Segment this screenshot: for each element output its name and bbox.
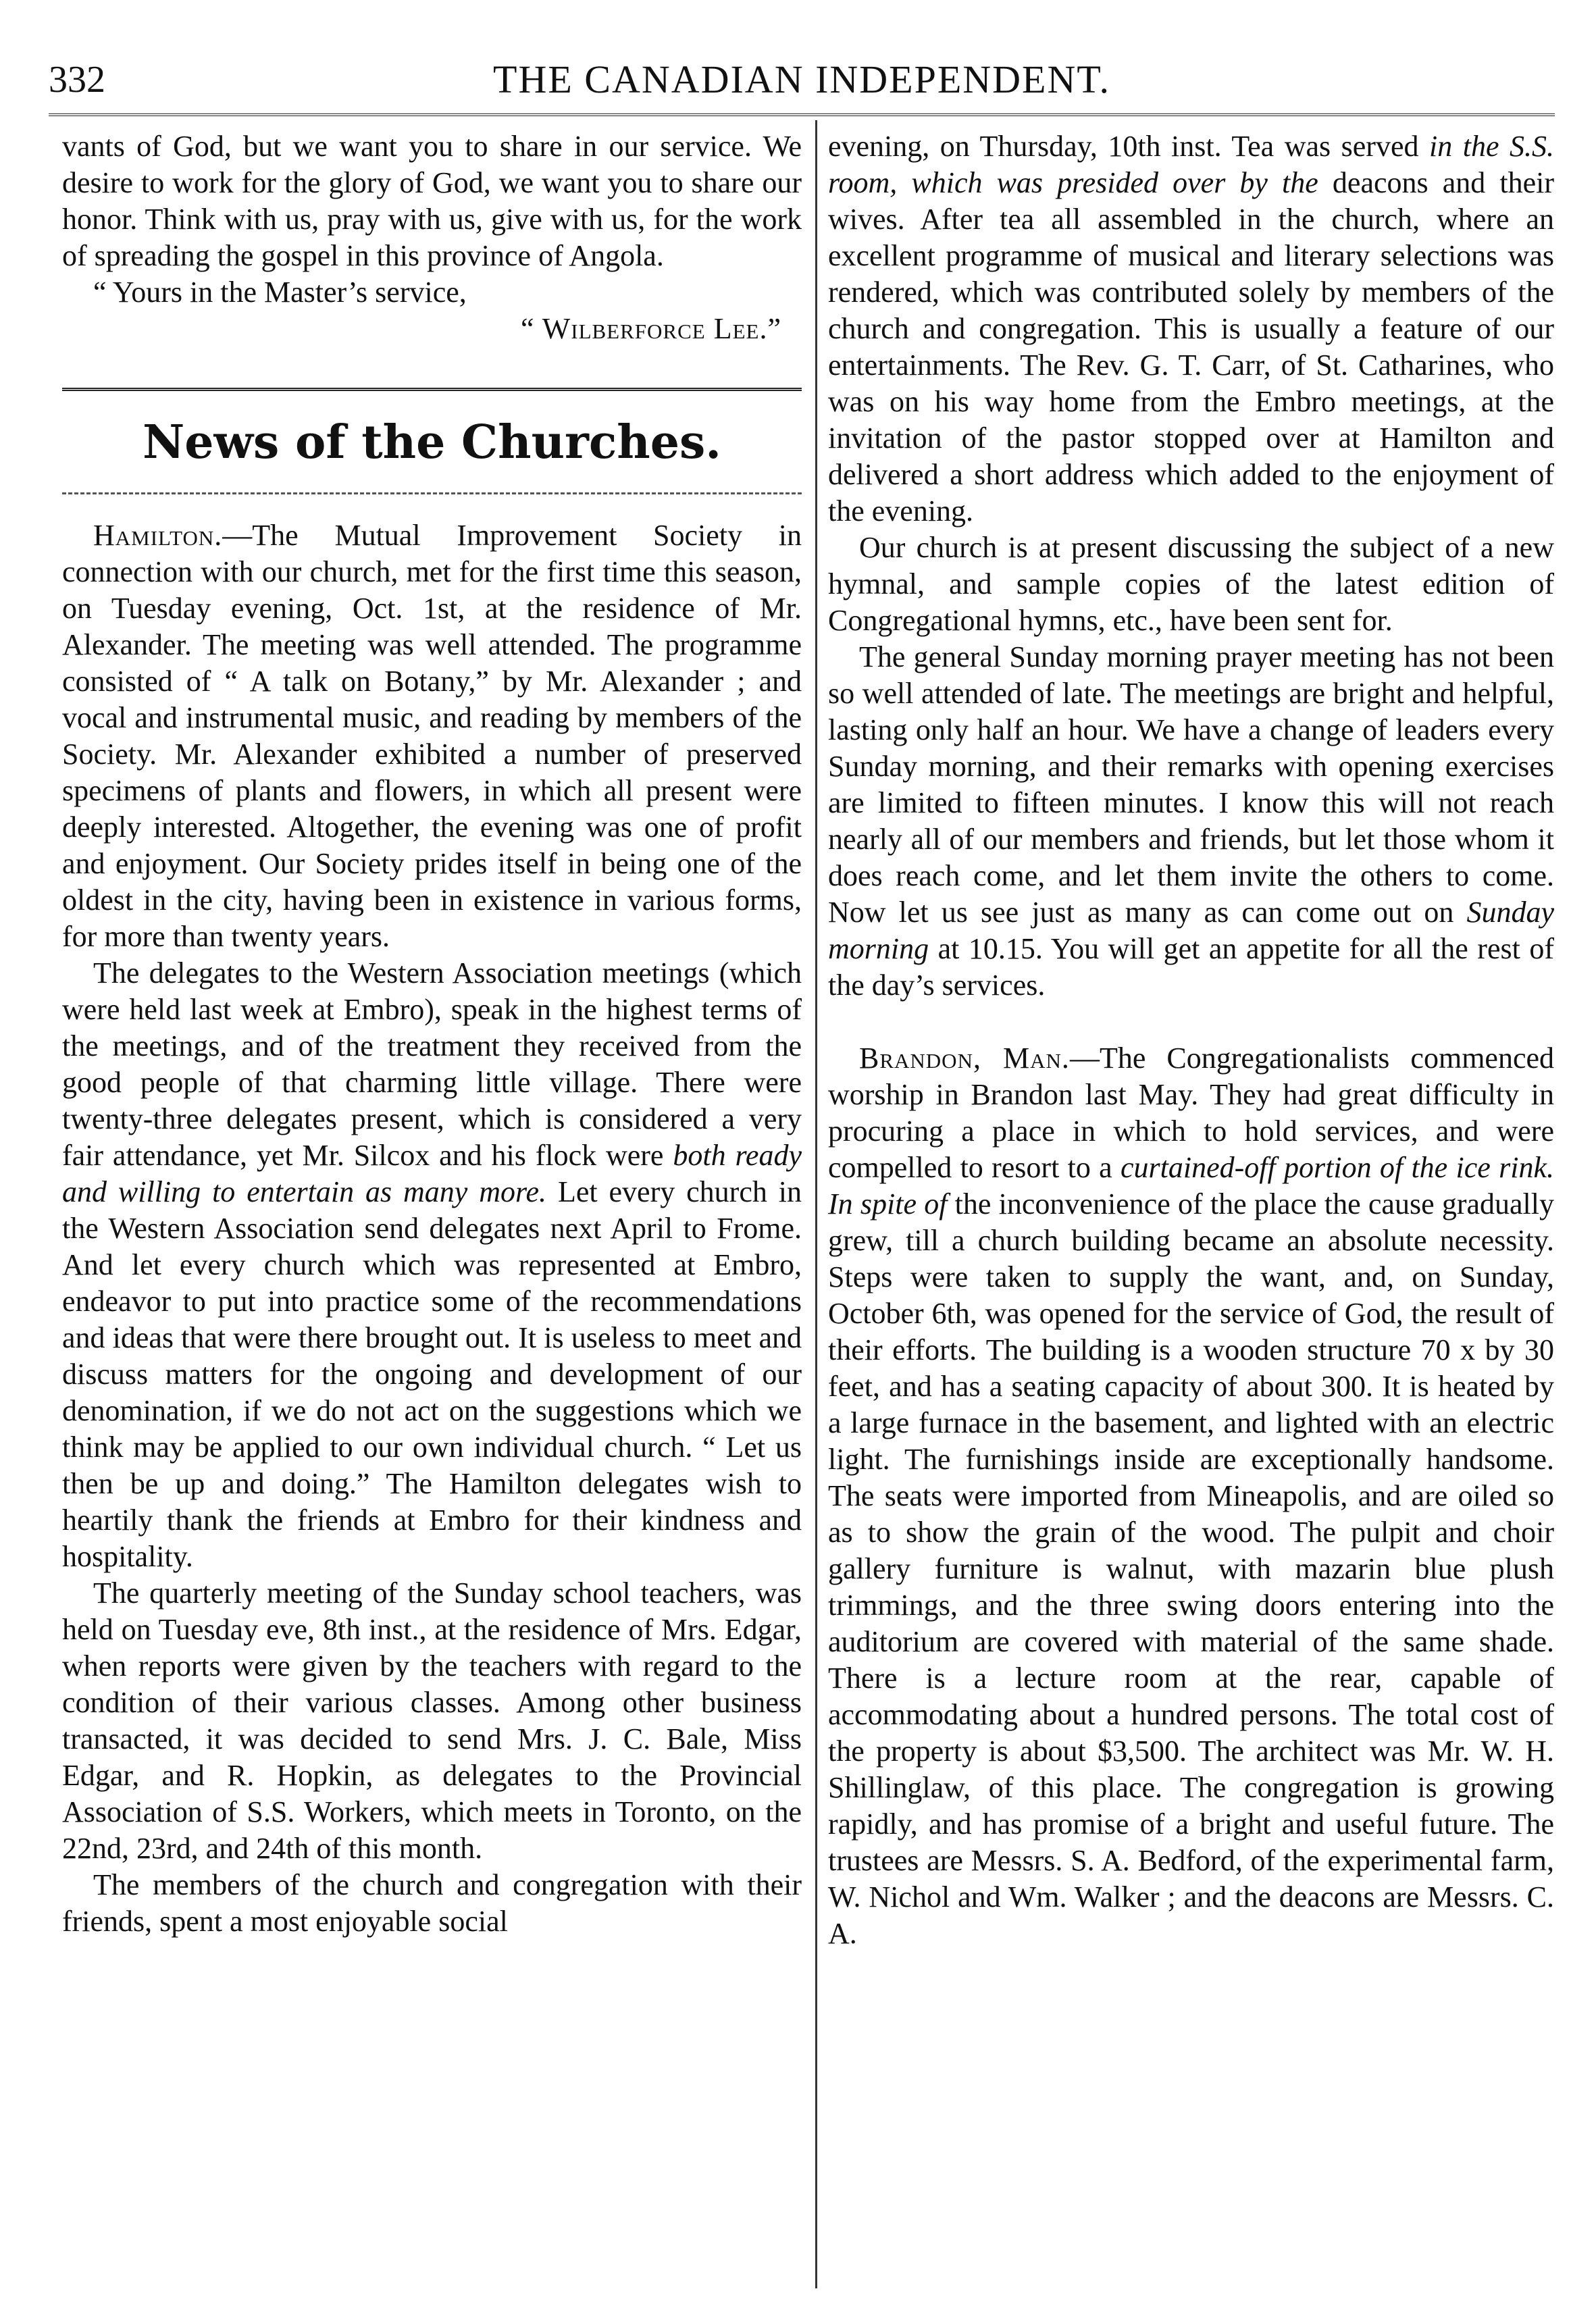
prayer-meeting-paragraph xyxy=(828,639,1554,1004)
page-header xyxy=(49,53,1555,120)
letter-closing: “ Yours in the Master’s service, xyxy=(93,276,467,309)
brandon-italic: curtained-off portion of the ice rink. In spite of xyxy=(828,1151,1554,1221)
hamilton-paragraph-2-italic: both ready and willing to entertain as many more. xyxy=(62,1139,802,1208)
letter-signature: “ Wilberforce Lee.” xyxy=(520,312,781,345)
hamilton-paragraph-4: The members of the church and congregation with their friends, spent a most enjoyable social xyxy=(62,1868,802,1938)
hamilton-social-text-b: deacons and their wives. After tea all assembled in the church, where an excellent programme of musical and literary selections was rendered, which was contributed solely by members of the church and congregation. This is usually a feature of our entertainments. The Rev. G. T. Carr, of St. Catharines, who was on his way home from the Embro meetings, at the invitation of the pastor stopped over at Hamilton and delivered a short address which added to the enjoyment of the evening. xyxy=(828,166,1554,528)
hamilton-social-italic: in the S.S. room, which was presided over by the xyxy=(828,130,1554,199)
hymnal-paragraph: Our church is at present discussing the subject of a new hymnal, and sample copies of the latest edition of Congregational hymns, etc., have been sent for. xyxy=(828,531,1554,637)
hamilton-social-text-a: evening, on Thursday, 10th inst. Tea was served xyxy=(828,130,1429,163)
letter-continuation: vants of God, but we want you to share in our service. We desire to work for the glory of God, we want you to share our honor. Think with us, pray with us, give with us, for the work of spreading the gospel in this province of Angola. xyxy=(62,130,802,272)
column-divider xyxy=(815,120,817,2288)
prayer-meeting-text-b: at 10.15. You will get an appetite for all the rest of the day’s services. xyxy=(828,932,1554,1002)
brandon-dateline: Brandon, Man. xyxy=(859,1042,1070,1075)
page-number: 332 xyxy=(49,59,105,101)
header-rule xyxy=(49,113,1555,116)
section-heading: News of the Churches. xyxy=(62,388,802,494)
right-column xyxy=(828,128,1554,2290)
brandon-text-a: —The Congregationalists commenced worship in Brandon last May. They had great difficulty in procuring a place in which to hold services, and were compelled to resort to a xyxy=(828,1042,1554,1184)
hamilton-paragraph-2-text-b: Let every church in the Western Association send delegates next April to Frome. And let every church which was represented at Embro, endeavor to put into practice some of the recommendations and ideas that were there brought out. It is useless to meet and discuss matters for the ongoing and development of our denomination, if we do not act on the suggestions which we think may be applied to our own individual church. “ Let us then be up and doing.” The Hamilton delegates wish to heartily thank the friends at Embro for their kindness and hospitality. xyxy=(62,1175,802,1573)
hamilton-paragraph-2 xyxy=(62,955,802,1575)
prayer-meeting-italic: Sunday morning xyxy=(828,896,1554,965)
brandon-text-b: the inconvenience of the place the cause gradually grew, till a church building became an absolute necessity. Steps were taken to supply the want, and, on Sunday, October 6th, was opened for the service of God, the result of their efforts. The building is a wooden structure 70 x by 30 feet, and has a seating capacity of about 300. It is heated by a large furnace in the basement, and lighted with an electric light. The furnishings inside are exceptionally handsome. The seats were imported from Mineapolis, and are oiled so as to show the grain of the wood. The pulpit and choir gallery furniture is walnut, with mazarin blue plush trimmings, and the three swing doors entering into the auditorium are covered with material of the same shade. There is a lecture room at the rear, capable of accommodating about a hundred persons. The total cost of the property is about $3,500. The architect was Mr. W. H. Shillinglaw, of this place. The congregation is growing rapidly, and has promise of a bright and useful future. The trustees are Messrs. S. A. Bedford, of the experimental farm, W. Nichol and Wm. Walker ; and the deacons are Messrs. C. A. xyxy=(828,1187,1554,1950)
hamilton-paragraph-1-text: —The Mutual Improvement Society in connection with our church, met for the first time this season, on Tuesday evening, Oct. 1st, at the residence of Mr. Alexander. The meeting was well attended. The programme consisted of “ A talk on Botany,” by Mr. Alexander ; and vocal and instrumental music, and reading by members of the Society. Mr. Alexander exhibited a number of preserved specimens of plants and flowers, in which all present were deeply interested. Altogether, the evening was one of profit and enjoyment. Our Society prides itself in being one of the oldest in the city, having been in existence in various forms, for more than twenty years. xyxy=(62,519,802,953)
left-column xyxy=(62,128,802,2290)
hamilton-paragraph-2-text-a: The delegates to the Western Association meetings (which were held last week at Embro), speak in the highest terms of the meetings, and of the treatment they received from the good people of that charming little village. There were twenty-three delegates present, which is considered a very fair attendance, yet Mr. Silcox and his flock were xyxy=(62,956,802,1172)
brandon-paragraph xyxy=(828,1040,1554,1952)
hamilton-paragraph-1 xyxy=(62,517,802,955)
hamilton-paragraph-3: The quarterly meeting of the Sunday school teachers, was held on Tuesday eve, 8th inst., at the residence of Mrs. Edgar, when reports were given by the teachers with regard to the condition of their various classes. Among other business transacted, it was decided to send Mrs. J. C. Bale, Miss Edgar, and R. Hopkin, as delegates to the Provincial Association of S.S. Workers, which meets in Toronto, on the 22nd, 23rd, and 24th of this month. xyxy=(62,1576,802,1865)
running-title: THE CANADIAN INDEPENDENT. xyxy=(493,57,1110,101)
prayer-meeting-text-a: The general Sunday morning prayer meeting has not been so well attended of late. The meetings are bright and helpful, lasting only half an hour. We have a change of leaders every Sunday morning, and their remarks with opening exercises are limited to fifteen minutes. I know this will not reach nearly all of our members and friends, but let those whom it does reach come, and let them invite the others to come. Now let us see just as many as can come out on xyxy=(828,640,1554,929)
hamilton-dateline: Hamilton. xyxy=(93,519,223,552)
hamilton-paragraph-4-continued xyxy=(828,128,1554,530)
